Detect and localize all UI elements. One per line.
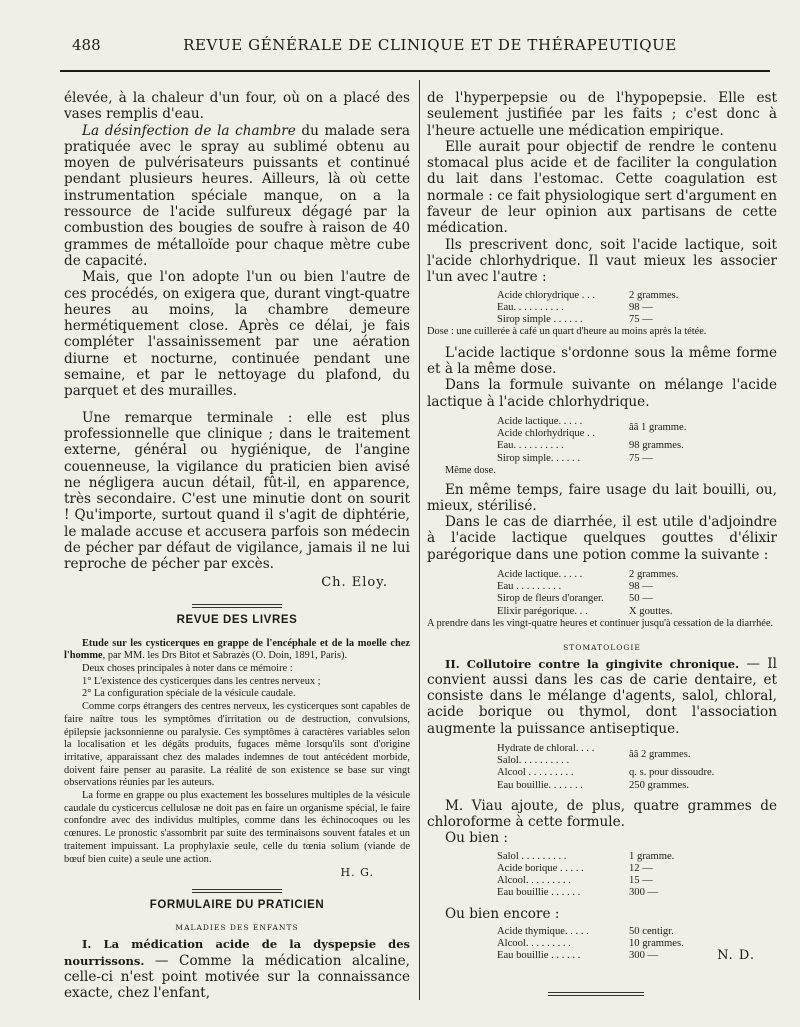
prescription-row [497,302,777,314]
section-title: FORMULAIRE DU PRATICIEN [149,899,325,912]
paragraph: Ou bien : [445,830,508,847]
dose-note: A prendre dans les vingt-quatre heures et continuer jusqu'à cessation de la diarrhée. [427,617,774,629]
quantity: 50 centigr. [629,925,674,937]
prescription-row [497,780,777,792]
quantity: 15 — [629,875,653,887]
ingredient: Sirop de fleurs d'oranger. [497,593,604,605]
dose-note: Dose : une cuillerée à café un quart d'heure au moins après la tétée. [427,326,707,338]
paragraph: Mais, que l'on adopte l'un ou bien l'autre de ces procédés, on exigera que, durant vingt-quatre heures au moins, la chambre demeure hermétiquement close. Après ce délai, je fais compléter l'assainissement par une aération diurne et nocturne, continuée pendant une semaine, et par le nettoyage du plafond, du parquet et des murailles. [64,269,410,400]
ingredient: Eau. . . . . . . . . . [497,440,564,452]
ingredient: Eau bouillie. . . . . . . [497,779,583,791]
quantity: 12 — [629,862,653,874]
ingredient: Acide chlorhydrique . . [497,428,595,440]
signature: Ch. Eloy. [321,574,388,590]
paragraph-text: du malade sera pratiquée avec le spray au sublimé obtenu au moyen de pulvérisateurs puissants et continué pendant plusieurs heures. Ailleurs, là où cette instrumentation spéciale manque, on a la ressource de l'acide sulfureux dégagé par la combustion des bougies de soufre à raison de 40 grammes de métalloïde pour chaque mètre cube de capacité. [64,122,410,269]
ingredient: Alcool. . . . . . . . . [497,938,571,950]
column-separator [419,80,420,1000]
ingredient: Alcool . . . . . . . . . [497,767,574,779]
dose-note: Même dose. [445,464,496,476]
paragraph: En même temps, faire usage du lait bouilli, ou, mieux, stérilisé. [427,481,777,514]
section-title: REVUE DES LIVRES [176,613,298,626]
quantity: 98 grammes. [629,440,684,452]
quantity: ââ 2 grammes. [629,749,691,761]
prescription-row [497,593,777,605]
ingredient: Alcool. . . . . . . . . [497,875,571,887]
paragraph: Ils prescrivent donc, soit l'acide lactique, soit l'acide chlorhydrique. Il vaut mieux les associer l'un avec l'autre : [427,236,777,286]
formula-title: I. La médication acide de la dyspepsie des nourrissons. [64,937,410,968]
paragraph: élevée, à la chaleur d'un four, où on a placé des vases remplis d'eau. [64,90,410,123]
prescription [497,290,777,327]
formula-text: — Il convient aussi dans les cas de carie dentaire, et consiste dans le mélange d'agents, salol, chloral, acide borique ou thymol, dont l'association augmente la puissance antiseptique. [427,655,777,737]
ingredient: Salol . . . . . . . . . [497,850,567,862]
left-column [64,90,410,1001]
quantity: q. s. pour dissoudre. [629,767,715,779]
prescription-row [497,926,777,938]
paragraph: La forme en grappe ou plus exactement les bosselures multiples de la vésicule caudale du cysticercus cellulosæ ne doit pas en faire un organisme spécial, le faire confondre avec des individus multiples, comme dans les échinocoques ou les cœnures. Le pronostic s'assombrit par suite des terminaisons souvent fatales et un traitement impuissant. La prophylaxie seule, celle du tœnia solium (viande de bœuf bien cuite) a seule une action. [64,790,410,865]
section-rule [192,604,282,608]
ingredient: Acide lactique. . . . . [497,569,583,581]
formula-intro [427,656,777,737]
paragraph: Une remarque terminale : elle est plus professionnelle que clinique ; dans le traitement externe, général ou hygiénique, de l'angine couenneuse, la vigilance du praticien bien avisé ne négligera aucun détail, fût-il, en apparence, très secondaire. C'est une minutie dont on sourit ! Qu'importe, surtout quand il s'agit de diphtérie, le malade accuse et accusera parfois son médecin de pécher par défaut de vigilance, jamais il ne lui reproche de pécher par excès. [64,409,410,573]
paragraph: M. Viau ajoute, de plus, quatre grammes de chloroforme à cette formule. [427,797,777,831]
page-number: 488 [72,36,101,54]
formula-intro [64,936,410,1001]
ingredient: Eau. . . . . . . . . . [497,301,564,313]
formula-title: II. Collutoire contre la gingivite chronique. [445,656,740,671]
ingredient: Eau bouillie . . . . . . [497,887,581,899]
end-rule [548,992,644,996]
paragraph: L'acide lactique s'ordonne sous la même forme et à la même dose. [427,344,777,378]
quantity: 50 — [629,593,653,605]
paragraph: Ou bien encore : [445,905,560,922]
prescription-row [497,767,777,779]
ingredient: Salol. . . . . . . . . . [497,755,570,767]
paragraph: 1° L'existence des cysticerques dans les centres nerveux ; [82,675,321,687]
prescription [497,416,777,465]
book-title: Etude sur les cysticerques en grappe de l'encéphale et de la moelle chez l'homme [64,637,410,662]
prescription-row [497,569,777,581]
right-column [427,90,777,963]
subsection-heading: STOMATOLOGIE [563,642,641,652]
book-authors: , par MM. les Drs Bitot et Sabrazès (O. Doin, 1891, Paris). [102,650,348,662]
prescription-group [497,743,777,767]
ingredient: Acide borique . . . . . [497,862,584,874]
header-rule [60,70,770,72]
section-rule [192,889,282,893]
quantity: 75 — [629,452,653,464]
book-reference [64,638,410,663]
ingredient: Eau bouillie . . . . . . [497,950,581,962]
ingredient: Elixir parégorique. . . [497,605,588,617]
prescription-row [497,453,777,465]
prescription [497,851,777,900]
running-head: REVUE GÉNÉRALE DE CLINIQUE ET DE THÉRAPEUTIQUE [183,36,677,54]
paragraph: Deux choses principales à noter dans ce mémoire : [82,663,293,675]
paragraph: Dans la formule suivante on mélange l'acide lactique à l'acide chlorhydrique. [427,377,777,410]
prescription-row [497,851,777,863]
quantity: 1 gramme. [629,850,675,862]
ingredient: Acide lactique. . . . . [497,416,583,428]
prescription-row [497,887,777,899]
signature: N. D. [717,948,755,964]
quantity: 75 — [629,313,653,325]
quantity: 98 — [629,581,653,593]
paragraph: Elle aurait pour objectif de rendre le contenu stomacal plus acide et de faciliter la congulation du lait dans l'estomac. Cette coagulation est normale : ce fait physiologique sert d'argument en faveur de leur opinion aux partisans de cette médication. [427,138,777,237]
prescription-row [497,875,777,887]
prescription-row [497,863,777,875]
prescription [497,743,777,792]
prescription-group [497,416,777,440]
ingredient: Sirop simple . . . . . . [497,313,583,325]
prescription-row [497,606,777,618]
subsection-heading: MALADIES DES ENFANTS [175,923,299,933]
quantity: 300 — [629,950,659,962]
signature: H. G. [340,866,374,880]
ingredient: Eau . . . . . . . . . [497,581,562,593]
page-header [62,34,768,64]
ingredient: Acide chlorydrique . . . [497,289,595,301]
quantity: 10 grammes. [629,938,684,950]
ingredient: Sirop simple. . . . . . [497,452,580,464]
italic-phrase: La désinfection de la chambre [82,122,296,139]
quantity: 2 grammes. [629,289,679,301]
formula-text: — Comme la médication alcaline, celle-ci n'est point motivée sur la connaissance exacte, chez l'enfant, [64,952,410,1002]
prescription [497,569,777,618]
paragraph: 2° La configuration spéciale de la vésicule caudale. [82,688,296,700]
paragraph [64,123,410,270]
prescription-row [497,290,777,302]
paragraph: Dans le cas de diarrhée, il est utile d'adjoindre à l'acide lactique quelques gouttes d'élixir parégorique dans une potion comme la suivante : [427,514,777,563]
quantity: 2 grammes. [629,569,679,581]
prescription-row [497,581,777,593]
ingredient: Acide thymique. . . . . [497,925,589,937]
prescription-row [497,314,777,326]
paragraph: Comme corps étrangers des centres nerveux, les cysticerques sont capables de faire naître tous les symptômes d'irritation ou de destruction, convulsions, épilepsie jacksonnienne ou paralysie. Ces symptômes à caractères variables selon la localisation et les dégâts produits, fugaces même lorsqu'ils sont d'origine irritative, apparaissant chez des malades indemnes de tout antécédent morbide, doivent faire penser au parasite. La réalité de son existence se base sur vingt observations réunies par les auteurs. [64,701,410,789]
quantity: 250 grammes. [629,779,690,791]
quantity: 300 — [629,887,659,899]
paragraph: de l'hyperpepsie ou de l'hypopepsie. Elle est seulement justifiée par les faits ; c'est donc à l'heure actuelle une médication empirique. [427,90,777,139]
quantity: X gouttes. [629,605,673,617]
quantity: ââ 1 gramme. [629,422,687,434]
quantity: 98 — [629,301,653,313]
prescription-row [497,440,777,452]
ingredient: Hydrate de chloral. . . . [497,743,595,755]
